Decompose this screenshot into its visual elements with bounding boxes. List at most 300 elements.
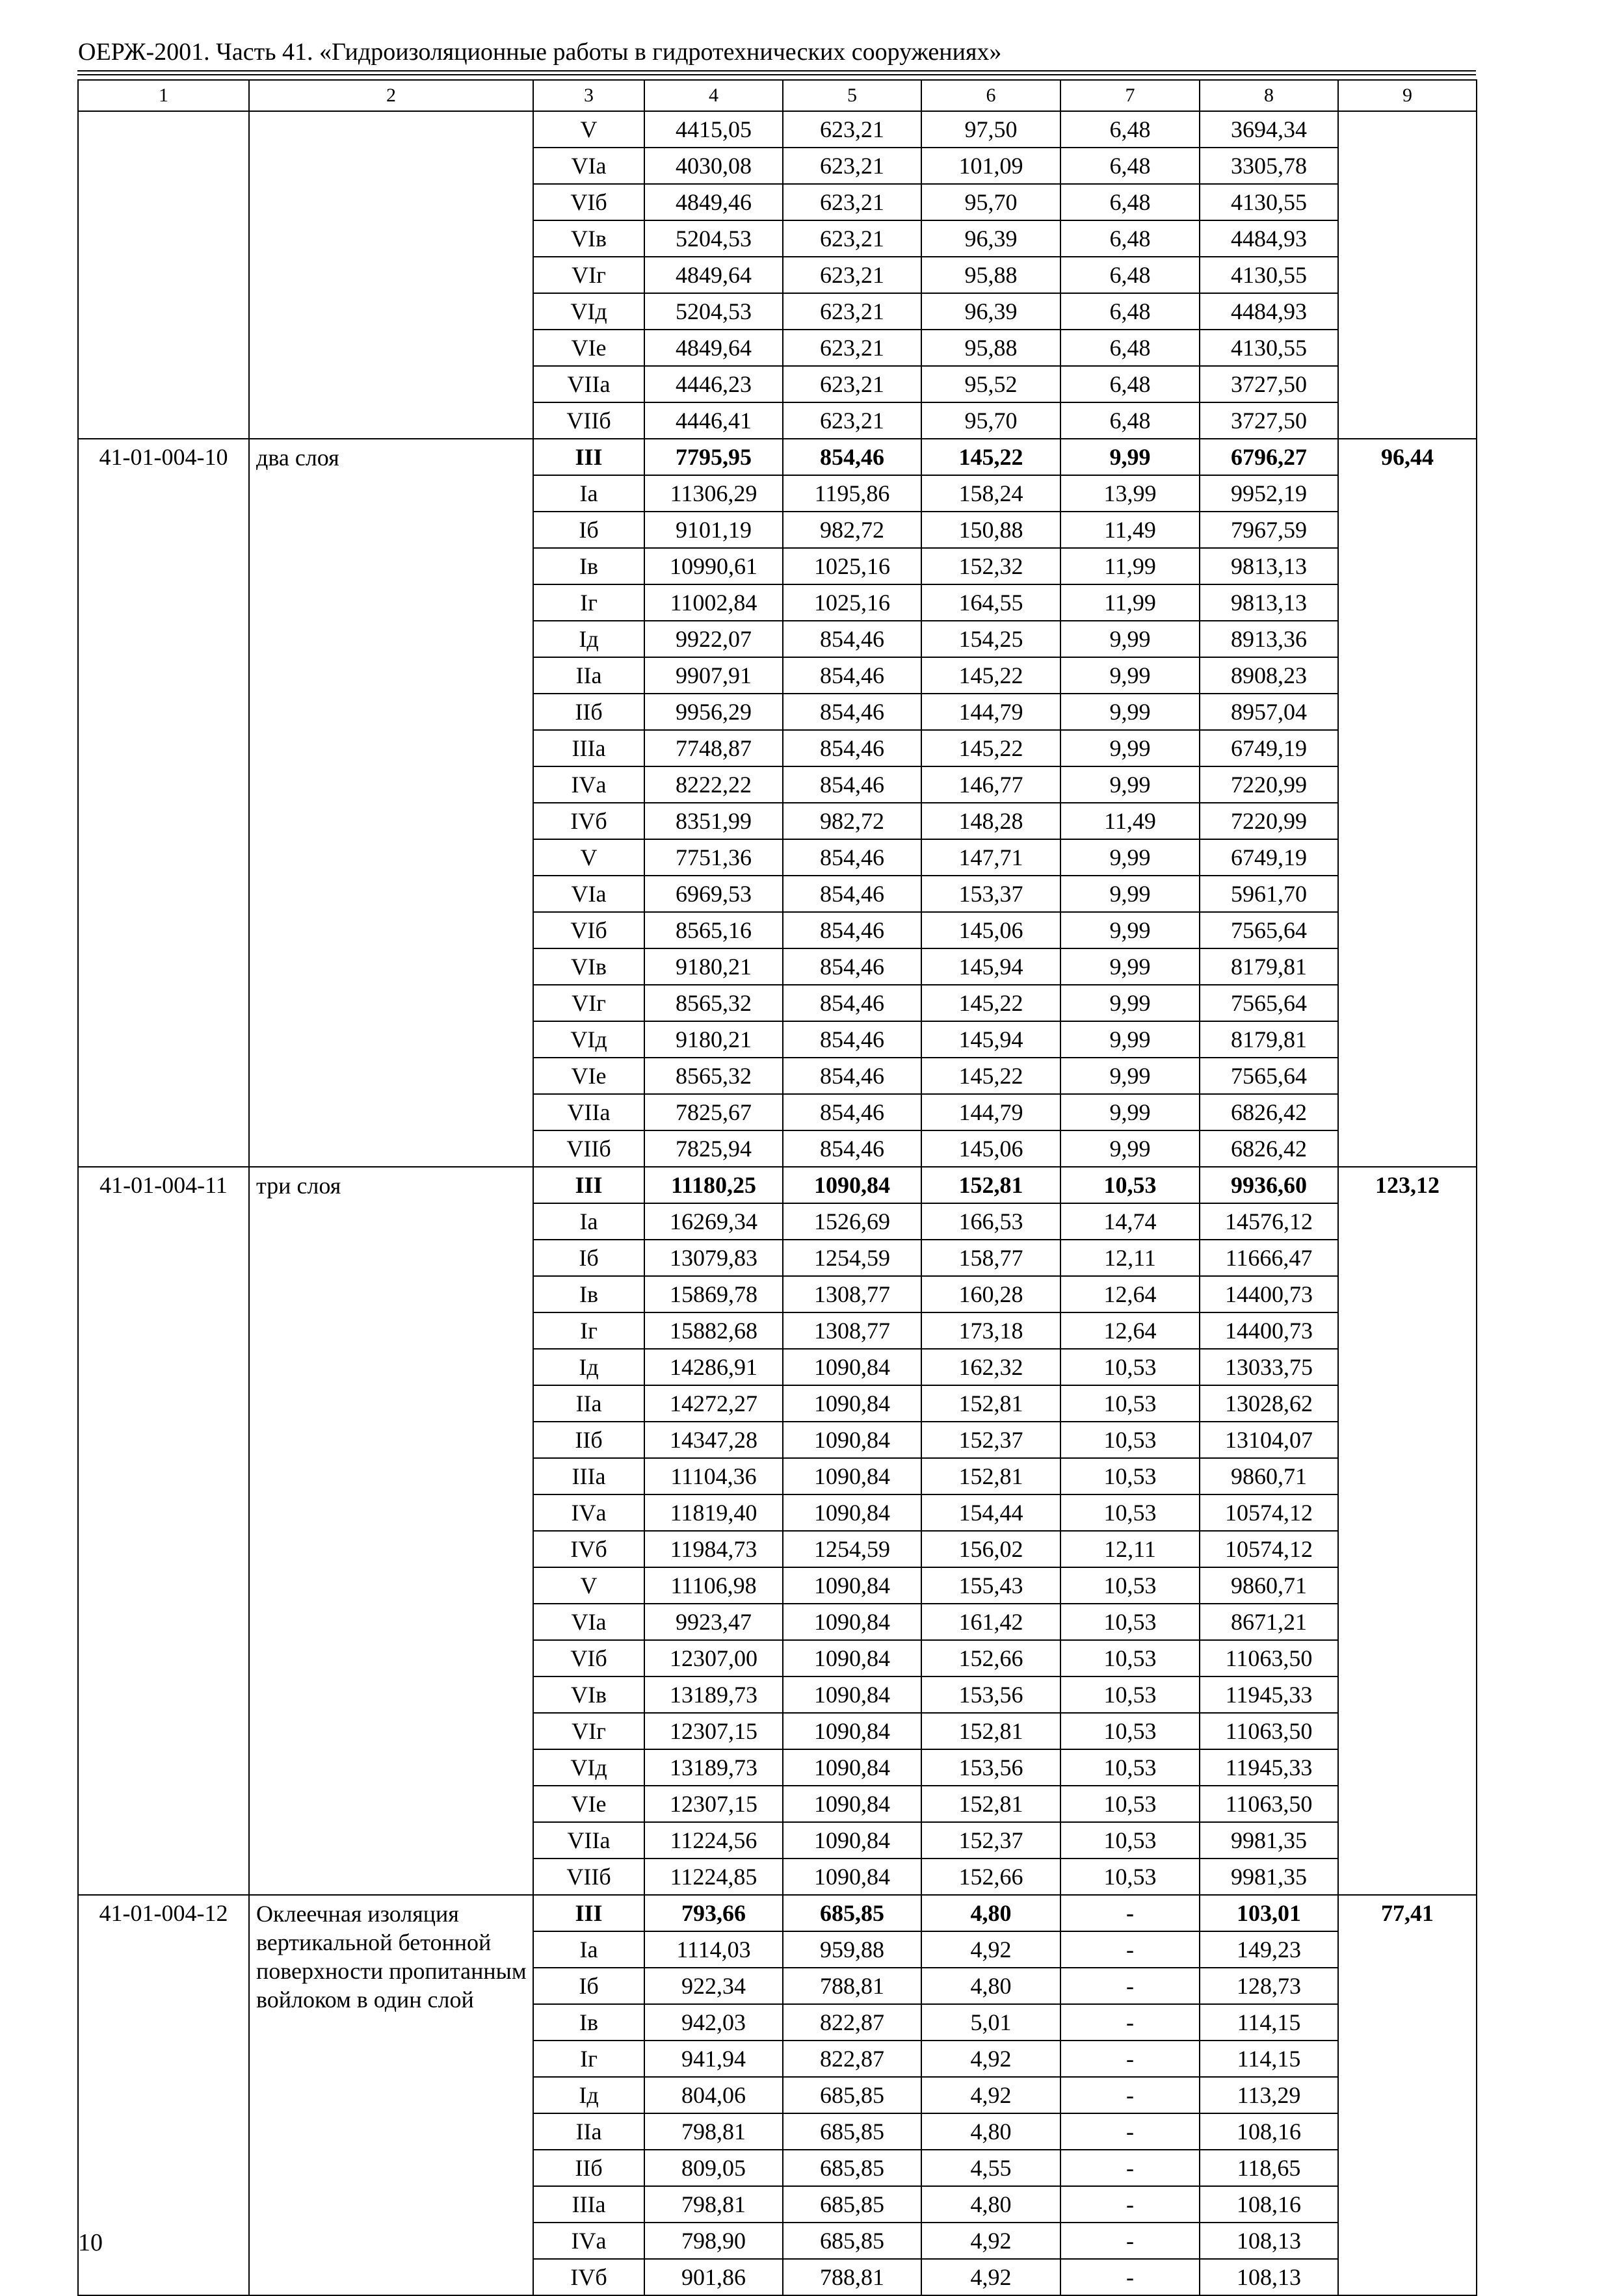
- zone-cell: Iб: [533, 512, 644, 548]
- zone-cell: V: [533, 111, 644, 148]
- value-cell: 10574,12: [1200, 1531, 1338, 1567]
- labor-total: 77,41: [1338, 1895, 1477, 2295]
- zone-cell: VIг: [533, 257, 644, 293]
- value-cell: 7795,95: [644, 439, 783, 475]
- value-cell: 11666,47: [1200, 1240, 1338, 1276]
- value-cell: 9,99: [1060, 985, 1200, 1021]
- zone-cell: Iа: [533, 1203, 644, 1240]
- value-cell: 161,42: [921, 1604, 1060, 1640]
- value-cell: 155,43: [921, 1567, 1060, 1604]
- zone-cell: III: [533, 1167, 644, 1203]
- value-cell: 804,06: [644, 2077, 783, 2113]
- zone-cell: VIIб: [533, 1130, 644, 1167]
- zone-cell: Iв: [533, 2004, 644, 2041]
- value-cell: -: [1060, 1931, 1200, 1968]
- zone-cell: V: [533, 839, 644, 876]
- value-cell: 8957,04: [1200, 694, 1338, 730]
- zone-cell: Iд: [533, 2077, 644, 2113]
- value-cell: 11002,84: [644, 584, 783, 621]
- value-cell: 623,21: [783, 402, 921, 439]
- zone-cell: IIа: [533, 657, 644, 694]
- value-cell: 11,49: [1060, 803, 1200, 839]
- value-cell: 153,56: [921, 1676, 1060, 1713]
- value-cell: -: [1060, 2004, 1200, 2041]
- zone-cell: IVа: [533, 2223, 644, 2259]
- table-row: [78, 1167, 1477, 1203]
- value-cell: 4446,23: [644, 366, 783, 402]
- value-cell: 4130,55: [1200, 184, 1338, 220]
- zone-cell: VIа: [533, 1604, 644, 1640]
- value-cell: 12,11: [1060, 1240, 1200, 1276]
- value-cell: 822,87: [783, 2041, 921, 2077]
- value-cell: 8671,21: [1200, 1604, 1338, 1640]
- value-cell: 9860,71: [1200, 1567, 1338, 1604]
- value-cell: 4484,93: [1200, 220, 1338, 257]
- zone-cell: VIIб: [533, 1859, 644, 1895]
- value-cell: 1195,86: [783, 475, 921, 512]
- rate-code: [78, 111, 249, 439]
- value-cell: 9,99: [1060, 1058, 1200, 1094]
- value-cell: 144,79: [921, 1094, 1060, 1130]
- value-cell: 3727,50: [1200, 366, 1338, 402]
- rate-code: 41-01-004-11: [78, 1167, 249, 1895]
- value-cell: 798,81: [644, 2186, 783, 2223]
- value-cell: 97,50: [921, 111, 1060, 148]
- value-cell: 11180,25: [644, 1167, 783, 1203]
- value-cell: 623,21: [783, 366, 921, 402]
- value-cell: 10,53: [1060, 1713, 1200, 1749]
- value-cell: 6,48: [1060, 111, 1200, 148]
- value-cell: 96,39: [921, 293, 1060, 330]
- zone-cell: VIIа: [533, 1094, 644, 1130]
- value-cell: 145,22: [921, 439, 1060, 475]
- value-cell: 1090,84: [783, 1494, 921, 1531]
- value-cell: 854,46: [783, 1058, 921, 1094]
- value-cell: 13,99: [1060, 475, 1200, 512]
- zone-cell: VIе: [533, 1786, 644, 1822]
- zone-cell: IIа: [533, 2113, 644, 2150]
- value-cell: 3694,34: [1200, 111, 1338, 148]
- column-number: 8: [1200, 80, 1338, 111]
- value-cell: 982,72: [783, 803, 921, 839]
- value-cell: 959,88: [783, 1931, 921, 1968]
- value-cell: 11,99: [1060, 548, 1200, 584]
- value-cell: 9923,47: [644, 1604, 783, 1640]
- value-cell: 788,81: [783, 1968, 921, 2004]
- value-cell: 6969,53: [644, 876, 783, 912]
- value-cell: 4415,05: [644, 111, 783, 148]
- value-cell: 10,53: [1060, 1167, 1200, 1203]
- value-cell: 9952,19: [1200, 475, 1338, 512]
- value-cell: 145,22: [921, 730, 1060, 766]
- zone-cell: VIа: [533, 876, 644, 912]
- value-cell: 144,79: [921, 694, 1060, 730]
- rate-code: 41-01-004-12: [78, 1895, 249, 2295]
- value-cell: 9956,29: [644, 694, 783, 730]
- value-cell: 10574,12: [1200, 1494, 1338, 1531]
- value-cell: 4130,55: [1200, 330, 1338, 366]
- labor-total: 123,12: [1338, 1167, 1477, 1895]
- value-cell: 11063,50: [1200, 1713, 1338, 1749]
- value-cell: 11,99: [1060, 584, 1200, 621]
- value-cell: 145,22: [921, 657, 1060, 694]
- value-cell: 152,66: [921, 1640, 1060, 1676]
- value-cell: 854,46: [783, 839, 921, 876]
- value-cell: 145,06: [921, 912, 1060, 948]
- zone-cell: VIIа: [533, 366, 644, 402]
- value-cell: 153,37: [921, 876, 1060, 912]
- value-cell: 11224,56: [644, 1822, 783, 1859]
- value-cell: 9,99: [1060, 1021, 1200, 1058]
- zone-cell: Iг: [533, 2041, 644, 2077]
- zone-cell: VIб: [533, 1640, 644, 1676]
- value-cell: 10990,61: [644, 548, 783, 584]
- price-table: [77, 79, 1477, 2296]
- value-cell: 3727,50: [1200, 402, 1338, 439]
- zone-cell: VIб: [533, 184, 644, 220]
- value-cell: 4446,41: [644, 402, 783, 439]
- value-cell: 3305,78: [1200, 148, 1338, 184]
- value-cell: 13079,83: [644, 1240, 783, 1276]
- zone-cell: VIе: [533, 330, 644, 366]
- zone-cell: V: [533, 1567, 644, 1604]
- value-cell: 1090,84: [783, 1167, 921, 1203]
- value-cell: 10,53: [1060, 1604, 1200, 1640]
- value-cell: 14272,27: [644, 1385, 783, 1422]
- value-cell: 1090,84: [783, 1713, 921, 1749]
- value-cell: 7751,36: [644, 839, 783, 876]
- value-cell: 152,32: [921, 548, 1060, 584]
- value-cell: 6,48: [1060, 293, 1200, 330]
- value-cell: -: [1060, 1895, 1200, 1931]
- value-cell: 145,22: [921, 1058, 1060, 1094]
- value-cell: 685,85: [783, 2077, 921, 2113]
- value-cell: 6749,19: [1200, 730, 1338, 766]
- value-cell: 8565,32: [644, 1058, 783, 1094]
- value-cell: 152,37: [921, 1822, 1060, 1859]
- value-cell: 854,46: [783, 766, 921, 803]
- value-cell: 95,52: [921, 366, 1060, 402]
- value-cell: 152,37: [921, 1422, 1060, 1458]
- value-cell: 14347,28: [644, 1422, 783, 1458]
- value-cell: 152,81: [921, 1167, 1060, 1203]
- value-cell: 982,72: [783, 512, 921, 548]
- value-cell: 11104,36: [644, 1458, 783, 1494]
- value-cell: 13028,62: [1200, 1385, 1338, 1422]
- value-cell: 7220,99: [1200, 803, 1338, 839]
- value-cell: -: [1060, 2259, 1200, 2295]
- value-cell: 9813,13: [1200, 548, 1338, 584]
- value-cell: 854,46: [783, 1094, 921, 1130]
- value-cell: 11,49: [1060, 512, 1200, 548]
- zone-cell: IIIа: [533, 730, 644, 766]
- value-cell: 7565,64: [1200, 912, 1338, 948]
- value-cell: 7967,59: [1200, 512, 1338, 548]
- value-cell: 685,85: [783, 2223, 921, 2259]
- value-cell: 10,53: [1060, 1676, 1200, 1713]
- value-cell: 145,94: [921, 1021, 1060, 1058]
- value-cell: 1090,84: [783, 1385, 921, 1422]
- value-cell: 4849,46: [644, 184, 783, 220]
- value-cell: 149,23: [1200, 1931, 1338, 1968]
- price-table-body: [78, 80, 1477, 2295]
- zone-cell: VIб: [533, 912, 644, 948]
- value-cell: 114,15: [1200, 2004, 1338, 2041]
- value-cell: 145,06: [921, 1130, 1060, 1167]
- zone-cell: Iд: [533, 621, 644, 657]
- value-cell: 13189,73: [644, 1749, 783, 1786]
- value-cell: 10,53: [1060, 1494, 1200, 1531]
- value-cell: 1254,59: [783, 1240, 921, 1276]
- value-cell: -: [1060, 2113, 1200, 2150]
- value-cell: 854,46: [783, 439, 921, 475]
- value-cell: 8908,23: [1200, 657, 1338, 694]
- value-cell: 4030,08: [644, 148, 783, 184]
- value-cell: 153,56: [921, 1749, 1060, 1786]
- value-cell: 854,46: [783, 948, 921, 985]
- value-cell: 8179,81: [1200, 1021, 1338, 1058]
- value-cell: 623,21: [783, 148, 921, 184]
- value-cell: 11945,33: [1200, 1749, 1338, 1786]
- value-cell: 6,48: [1060, 220, 1200, 257]
- value-cell: 9,99: [1060, 1094, 1200, 1130]
- value-cell: 9,99: [1060, 766, 1200, 803]
- value-cell: 9,99: [1060, 876, 1200, 912]
- value-cell: 9,99: [1060, 621, 1200, 657]
- zone-cell: Iа: [533, 1931, 644, 1968]
- value-cell: 158,77: [921, 1240, 1060, 1276]
- value-cell: 10,53: [1060, 1422, 1200, 1458]
- value-cell: 685,85: [783, 2113, 921, 2150]
- value-cell: 685,85: [783, 1895, 921, 1931]
- value-cell: 10,53: [1060, 1640, 1200, 1676]
- value-cell: -: [1060, 2186, 1200, 2223]
- zone-cell: IIIа: [533, 2186, 644, 2223]
- value-cell: 11819,40: [644, 1494, 783, 1531]
- zone-cell: VIа: [533, 148, 644, 184]
- value-cell: 1308,77: [783, 1312, 921, 1349]
- value-cell: 9,99: [1060, 694, 1200, 730]
- value-cell: 8913,36: [1200, 621, 1338, 657]
- zone-cell: III: [533, 1895, 644, 1931]
- value-cell: 10,53: [1060, 1786, 1200, 1822]
- value-cell: 4,92: [921, 2259, 1060, 2295]
- value-cell: 1090,84: [783, 1567, 921, 1604]
- value-cell: 9,99: [1060, 439, 1200, 475]
- zone-cell: Iг: [533, 1312, 644, 1349]
- value-cell: 12,64: [1060, 1276, 1200, 1312]
- value-cell: 4,92: [921, 2223, 1060, 2259]
- value-cell: 118,65: [1200, 2150, 1338, 2186]
- value-cell: 9,99: [1060, 839, 1200, 876]
- value-cell: 10,53: [1060, 1567, 1200, 1604]
- value-cell: 4,92: [921, 2041, 1060, 2077]
- value-cell: 4130,55: [1200, 257, 1338, 293]
- zone-cell: VIе: [533, 1058, 644, 1094]
- value-cell: 854,46: [783, 876, 921, 912]
- value-cell: 164,55: [921, 584, 1060, 621]
- work-description: Оклеечная изоляция вертикальной бетонной поверхности пропитанным войлоком в один слой: [249, 1895, 533, 2295]
- zone-cell: Iв: [533, 1276, 644, 1312]
- value-cell: 9,99: [1060, 730, 1200, 766]
- table-row: [78, 439, 1477, 475]
- value-cell: 1526,69: [783, 1203, 921, 1240]
- value-cell: 16269,34: [644, 1203, 783, 1240]
- value-cell: 95,70: [921, 402, 1060, 439]
- zone-cell: VIIб: [533, 402, 644, 439]
- zone-cell: Iа: [533, 475, 644, 512]
- value-cell: 108,13: [1200, 2259, 1338, 2295]
- work-description: два слоя: [249, 439, 533, 1167]
- value-cell: 1254,59: [783, 1531, 921, 1567]
- value-cell: 1090,84: [783, 1749, 921, 1786]
- value-cell: 941,94: [644, 2041, 783, 2077]
- value-cell: 95,88: [921, 257, 1060, 293]
- value-cell: 4849,64: [644, 257, 783, 293]
- value-cell: 7825,67: [644, 1094, 783, 1130]
- zone-cell: Iб: [533, 1968, 644, 2004]
- value-cell: 108,16: [1200, 2113, 1338, 2150]
- column-number: 3: [533, 80, 644, 111]
- value-cell: 922,34: [644, 1968, 783, 2004]
- zone-cell: IVа: [533, 766, 644, 803]
- value-cell: 8565,16: [644, 912, 783, 948]
- value-cell: 6,48: [1060, 184, 1200, 220]
- value-cell: 12307,00: [644, 1640, 783, 1676]
- value-cell: 96,39: [921, 220, 1060, 257]
- value-cell: 1090,84: [783, 1458, 921, 1494]
- value-cell: 114,15: [1200, 2041, 1338, 2077]
- value-cell: 154,25: [921, 621, 1060, 657]
- value-cell: 13189,73: [644, 1676, 783, 1713]
- zone-cell: IIб: [533, 1422, 644, 1458]
- column-number: 5: [783, 80, 921, 111]
- zone-cell: III: [533, 439, 644, 475]
- column-number: 4: [644, 80, 783, 111]
- value-cell: 11063,50: [1200, 1786, 1338, 1822]
- page-header-title: ОЕРЖ-2001. Часть 41. «Гидроизоляционные работы в гидротехнических сооружениях»: [78, 38, 1002, 66]
- value-cell: 854,46: [783, 1021, 921, 1058]
- zone-cell: Iв: [533, 548, 644, 584]
- value-cell: 6826,42: [1200, 1130, 1338, 1167]
- value-cell: 147,71: [921, 839, 1060, 876]
- value-cell: 623,21: [783, 220, 921, 257]
- value-cell: 809,05: [644, 2150, 783, 2186]
- value-cell: -: [1060, 2150, 1200, 2186]
- value-cell: 9981,35: [1200, 1859, 1338, 1895]
- value-cell: 5961,70: [1200, 876, 1338, 912]
- value-cell: 9,99: [1060, 948, 1200, 985]
- value-cell: -: [1060, 2041, 1200, 2077]
- value-cell: 9936,60: [1200, 1167, 1338, 1203]
- value-cell: 854,46: [783, 657, 921, 694]
- value-cell: 798,81: [644, 2113, 783, 2150]
- value-cell: 1090,84: [783, 1822, 921, 1859]
- value-cell: 854,46: [783, 985, 921, 1021]
- value-cell: 5204,53: [644, 220, 783, 257]
- value-cell: 1025,16: [783, 548, 921, 584]
- value-cell: 15882,68: [644, 1312, 783, 1349]
- value-cell: 13104,07: [1200, 1422, 1338, 1458]
- value-cell: 152,81: [921, 1458, 1060, 1494]
- header-rule-top: [77, 70, 1476, 72]
- value-cell: 6,48: [1060, 257, 1200, 293]
- value-cell: 113,29: [1200, 2077, 1338, 2113]
- value-cell: 4,80: [921, 1895, 1060, 1931]
- table-row: [78, 111, 1477, 148]
- value-cell: 11063,50: [1200, 1640, 1338, 1676]
- value-cell: 12,64: [1060, 1312, 1200, 1349]
- zone-cell: Iг: [533, 584, 644, 621]
- zone-cell: VIв: [533, 948, 644, 985]
- value-cell: 14,74: [1060, 1203, 1200, 1240]
- column-number: 6: [921, 80, 1060, 111]
- value-cell: 162,32: [921, 1349, 1060, 1385]
- value-cell: 6796,27: [1200, 439, 1338, 475]
- value-cell: 9813,13: [1200, 584, 1338, 621]
- value-cell: 4,80: [921, 1968, 1060, 2004]
- value-cell: 10,53: [1060, 1458, 1200, 1494]
- value-cell: 854,46: [783, 1130, 921, 1167]
- value-cell: 145,22: [921, 985, 1060, 1021]
- value-cell: 623,21: [783, 257, 921, 293]
- value-cell: 685,85: [783, 2150, 921, 2186]
- value-cell: -: [1060, 1968, 1200, 2004]
- value-cell: 12307,15: [644, 1786, 783, 1822]
- zone-cell: VIд: [533, 293, 644, 330]
- value-cell: 6749,19: [1200, 839, 1338, 876]
- value-cell: 7565,64: [1200, 985, 1338, 1021]
- value-cell: 9907,91: [644, 657, 783, 694]
- value-cell: 148,28: [921, 803, 1060, 839]
- value-cell: 685,85: [783, 2186, 921, 2223]
- value-cell: 854,46: [783, 694, 921, 730]
- value-cell: 156,02: [921, 1531, 1060, 1567]
- value-cell: 9860,71: [1200, 1458, 1338, 1494]
- value-cell: 9,99: [1060, 657, 1200, 694]
- value-cell: 8222,22: [644, 766, 783, 803]
- zone-cell: VIIа: [533, 1822, 644, 1859]
- value-cell: 9180,21: [644, 1021, 783, 1058]
- zone-cell: VIд: [533, 1021, 644, 1058]
- value-cell: 4,92: [921, 2077, 1060, 2113]
- zone-cell: IIб: [533, 2150, 644, 2186]
- value-cell: 8565,32: [644, 985, 783, 1021]
- labor-total: [1338, 111, 1477, 439]
- value-cell: 173,18: [921, 1312, 1060, 1349]
- rate-code: 41-01-004-10: [78, 439, 249, 1167]
- value-cell: 5,01: [921, 2004, 1060, 2041]
- value-cell: 6,48: [1060, 366, 1200, 402]
- value-cell: 11106,98: [644, 1567, 783, 1604]
- value-cell: 101,09: [921, 148, 1060, 184]
- value-cell: 7220,99: [1200, 766, 1338, 803]
- value-cell: 11306,29: [644, 475, 783, 512]
- value-cell: 15869,78: [644, 1276, 783, 1312]
- value-cell: 1090,84: [783, 1786, 921, 1822]
- value-cell: 128,73: [1200, 1968, 1338, 2004]
- value-cell: 150,88: [921, 512, 1060, 548]
- value-cell: 152,66: [921, 1859, 1060, 1895]
- value-cell: 798,90: [644, 2223, 783, 2259]
- value-cell: 9101,19: [644, 512, 783, 548]
- value-cell: 9,99: [1060, 1130, 1200, 1167]
- value-cell: 1090,84: [783, 1422, 921, 1458]
- value-cell: 103,01: [1200, 1895, 1338, 1931]
- value-cell: 1308,77: [783, 1276, 921, 1312]
- value-cell: 108,16: [1200, 2186, 1338, 2223]
- value-cell: 95,88: [921, 330, 1060, 366]
